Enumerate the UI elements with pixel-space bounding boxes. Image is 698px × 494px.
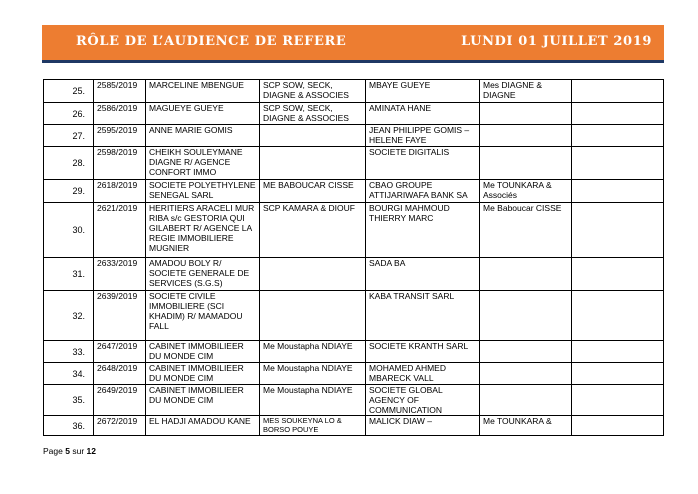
defendant-lawyer <box>480 103 572 125</box>
row-number: 34. <box>44 363 94 385</box>
row-number: 25. <box>44 80 94 103</box>
defendant: SOCIETE DIGITALIS <box>366 147 480 180</box>
defendant-lawyer <box>480 341 572 363</box>
current-page-number: 5 <box>65 446 70 456</box>
plaintiff-lawyer: SCP KAMARA & DIOUF <box>260 203 366 258</box>
plaintiff: HERITIERS ARACELI MUR RIBA s/c GESTORIA QUI GILABERT R/ AGENCE LA REGIE IMMOBILIERE MUGNIER <box>146 203 260 258</box>
plaintiff-lawyer: Me Moustapha NDIAYE <box>260 363 366 385</box>
plaintiff: SOCIETE CIVILE IMMOBILIERE (SCI KHADIM) R/ MAMADOU FALL <box>146 291 260 341</box>
extra-cell <box>572 291 664 341</box>
plaintiff: CABINET IMMOBILIEER DU MONDE CIM <box>146 385 260 416</box>
plaintiff: EL HADJI AMADOU KANE <box>146 416 260 436</box>
table-row <box>44 291 664 341</box>
defendant: SOCIETE GLOBAL AGENCY OF COMMUNICATION <box>366 385 480 416</box>
row-number: 26. <box>44 103 94 125</box>
defendant-lawyer: Me TOUNKARA & <box>480 416 572 436</box>
case-number: 2648/2019 <box>94 363 146 385</box>
row-number: 29. <box>44 180 94 203</box>
page-separator: sur <box>72 446 85 456</box>
defendant-lawyer <box>480 363 572 385</box>
defendant-lawyer: Me TOUNKARA & Associés <box>480 180 572 203</box>
extra-cell <box>572 416 664 436</box>
hearing-roll-table <box>43 79 664 436</box>
case-number: 2647/2019 <box>94 341 146 363</box>
case-number: 2618/2019 <box>94 180 146 203</box>
defendant: BOURGI MAHMOUD THIERRY MARC <box>366 203 480 258</box>
case-number: 2672/2019 <box>94 416 146 436</box>
defendant-lawyer <box>480 385 572 416</box>
table-row <box>44 341 664 363</box>
defendant: KABA TRANSIT SARL <box>366 291 480 341</box>
plaintiff: SOCIETE POLYETHYLENE SENEGAL SARL <box>146 180 260 203</box>
extra-cell <box>572 341 664 363</box>
table-row <box>44 203 664 258</box>
table-row <box>44 103 664 125</box>
table-row <box>44 416 664 436</box>
document-title: RÔLE DE L’AUDIENCE DE REFERE <box>76 34 347 49</box>
extra-cell <box>572 80 664 103</box>
row-number: 33. <box>44 341 94 363</box>
table-row <box>44 258 664 291</box>
plaintiff: CABINET IMMOBILIEER DU MONDE CIM <box>146 341 260 363</box>
plaintiff-lawyer: SCP SOW, SECK, DIAGNE & ASSOCIES <box>260 80 366 103</box>
table-row <box>44 385 664 416</box>
defendant: SADA BA <box>366 258 480 291</box>
plaintiff-lawyer <box>260 147 366 180</box>
case-number: 2633/2019 <box>94 258 146 291</box>
case-number: 2598/2019 <box>94 147 146 180</box>
row-number: 31. <box>44 258 94 291</box>
extra-cell <box>572 103 664 125</box>
plaintiff-lawyer <box>260 291 366 341</box>
defendant: MOHAMED AHMED MBARECK VALL <box>366 363 480 385</box>
plaintiff: AMADOU BOLY R/ SOCIETE GENERALE DE SERVICES (S.G.S) <box>146 258 260 291</box>
defendant: MBAYE GUEYE <box>366 80 480 103</box>
plaintiff-lawyer: SCP SOW, SECK, DIAGNE & ASSOCIES <box>260 103 366 125</box>
case-number: 2621/2019 <box>94 203 146 258</box>
extra-cell <box>572 385 664 416</box>
plaintiff-lawyer: ME BABOUCAR CISSE <box>260 180 366 203</box>
plaintiff: MARCELINE MBENGUE <box>146 80 260 103</box>
defendant-lawyer: Mes DIAGNE & DIAGNE <box>480 80 572 103</box>
table-row <box>44 125 664 147</box>
extra-cell <box>572 180 664 203</box>
extra-cell <box>572 203 664 258</box>
extra-cell <box>572 147 664 180</box>
row-number: 35. <box>44 385 94 416</box>
table-row <box>44 147 664 180</box>
row-number: 36. <box>44 416 94 436</box>
table-row <box>44 80 664 103</box>
plaintiff: CABINET IMMOBILIEER DU MONDE CIM <box>146 363 260 385</box>
page-footer <box>43 446 96 456</box>
row-number: 28. <box>44 147 94 180</box>
row-number: 30. <box>44 203 94 258</box>
total-page-count: 12 <box>86 446 96 456</box>
defendant-lawyer: Me Baboucar CISSE <box>480 203 572 258</box>
page-label: Page <box>43 446 63 456</box>
defendant: AMINATA HANE <box>366 103 480 125</box>
plaintiff: CHEIKH SOULEYMANE DIAGNE R/ AGENCE CONFORT IMMO <box>146 147 260 180</box>
extra-cell <box>572 363 664 385</box>
plaintiff-lawyer <box>260 125 366 147</box>
defendant-lawyer <box>480 258 572 291</box>
defendant-lawyer <box>480 147 572 180</box>
case-number: 2649/2019 <box>94 385 146 416</box>
plaintiff-lawyer <box>260 258 366 291</box>
defendant: SOCIETE KRANTH SARL <box>366 341 480 363</box>
defendant: MALICK DIAW – <box>366 416 480 436</box>
plaintiff: MAGUEYE GUEYE <box>146 103 260 125</box>
case-number: 2595/2019 <box>94 125 146 147</box>
row-number: 32. <box>44 291 94 341</box>
case-number: 2585/2019 <box>94 80 146 103</box>
table-row <box>44 363 664 385</box>
plaintiff-lawyer: Me Moustapha NDIAYE <box>260 385 366 416</box>
table-row <box>44 180 664 203</box>
case-number: 2586/2019 <box>94 103 146 125</box>
extra-cell <box>572 125 664 147</box>
case-number: 2639/2019 <box>94 291 146 341</box>
plaintiff-lawyer: MES SOUKEYNA LO & BORSO POUYE <box>260 416 366 436</box>
plaintiff: ANNE MARIE GOMIS <box>146 125 260 147</box>
defendant: JEAN PHILIPPE GOMIS – HELENE FAYE <box>366 125 480 147</box>
plaintiff-lawyer: Me Moustapha NDIAYE <box>260 341 366 363</box>
defendant-lawyer <box>480 125 572 147</box>
extra-cell <box>572 258 664 291</box>
hearing-date: LUNDI 01 JUILLET 2019 <box>461 34 652 49</box>
header-banner <box>42 25 664 63</box>
defendant: CBAO GROUPE ATTIJARIWAFA BANK SA <box>366 180 480 203</box>
row-number: 27. <box>44 125 94 147</box>
defendant-lawyer <box>480 291 572 341</box>
